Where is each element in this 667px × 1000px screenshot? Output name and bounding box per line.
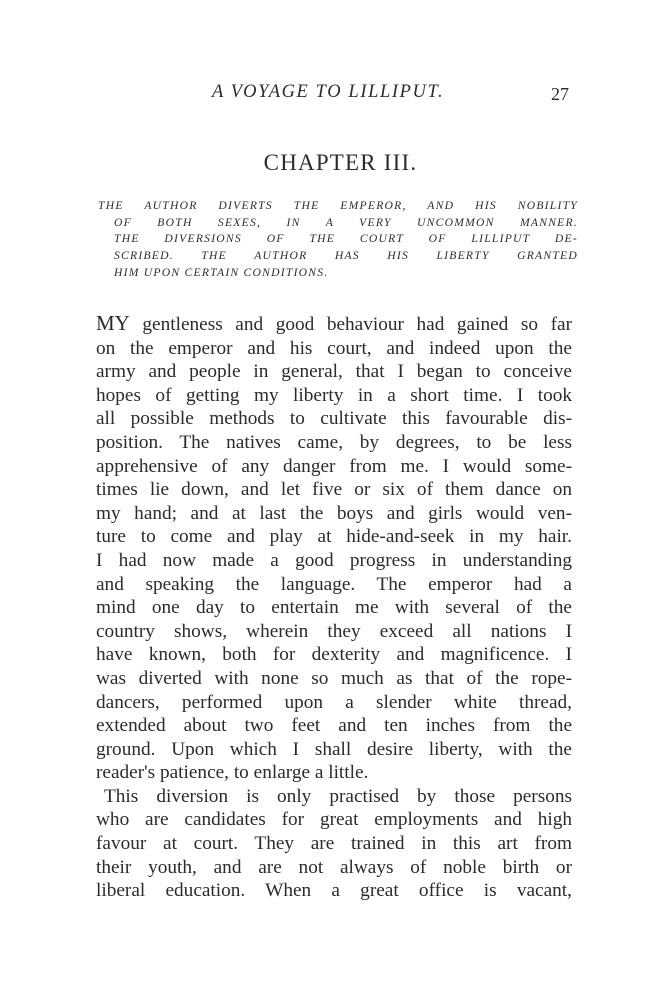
chapter-body: [96, 312, 572, 903]
body-line: dancers, performed upon a slender white thread,: [96, 691, 572, 713]
first-word-capital: MY: [96, 311, 130, 335]
chapter-summary: [98, 198, 578, 282]
summary-line: SCRIBED. THE AUTHOR HAS HIS LIBERTY GRANTED: [114, 249, 578, 263]
body-line: was diverted with none so much as that of the rope-: [96, 667, 572, 689]
body-line: and speaking the language. The emperor had a: [96, 573, 572, 595]
body-line: ture to come and play at hide-and-seek in my hair.: [96, 526, 572, 548]
summary-line: THE DIVERSIONS OF THE COURT OF LILLIPUT DE-: [114, 232, 578, 246]
body-line: favour at court. They are trained in this art from: [96, 833, 572, 855]
summary-line: THE AUTHOR DIVERTS THE EMPEROR, AND HIS NOBILITY: [98, 199, 578, 212]
body-line-text: gentleness and good behaviour had gained so far: [129, 314, 572, 335]
body-line: have known, both for dexterity and magnificence. I: [96, 644, 572, 666]
body-line: hopes of getting my liberty in a short time. I took: [96, 384, 572, 406]
body-line: their youth, and are not always of noble birth or: [96, 856, 572, 878]
body-line: liberal education. When a great office is vacant,: [96, 880, 572, 902]
body-line: my hand; and at last the boys and girls would ven-: [96, 502, 572, 524]
summary-line: OF BOTH SEXES, IN A VERY UNCOMMON MANNER.: [114, 215, 578, 229]
body-line: This diversion is only practised by those persons: [104, 785, 572, 807]
running-head: [0, 82, 667, 108]
chapter-title: CHAPTER III.: [263, 150, 418, 175]
page-number: 27: [551, 84, 569, 104]
body-line: position. The natives came, by degrees, to be less: [96, 431, 572, 453]
body-line: ground. Upon which I shall desire liberty, with the: [96, 738, 572, 760]
body-line: I had now made a good progress in understanding: [96, 549, 572, 571]
summary-line: HIM UPON CERTAIN CONDITIONS.: [114, 265, 329, 279]
body-line: army and people in general, that I began to conceive: [96, 361, 572, 383]
body-line: mind one day to entertain me with several of the: [96, 597, 572, 619]
body-line: apprehensive of any danger from me. I would some-: [96, 455, 572, 477]
running-title: A VOYAGE TO LILLIPUT.: [212, 82, 445, 102]
body-line: all possible methods to cultivate this favourable dis-: [96, 408, 572, 430]
body-line: who are candidates for great employments and high: [96, 809, 572, 831]
body-line: reader's patience, to enlarge a little.: [96, 762, 369, 784]
body-line: extended about two feet and ten inches from the: [96, 715, 572, 737]
body-line: country shows, wherein they exceed all nations I: [96, 620, 572, 642]
body-line: [96, 312, 572, 337]
body-line: times lie down, and let five or six of them dance on: [96, 479, 572, 501]
body-line: on the emperor and his court, and indeed upon the: [96, 337, 572, 359]
